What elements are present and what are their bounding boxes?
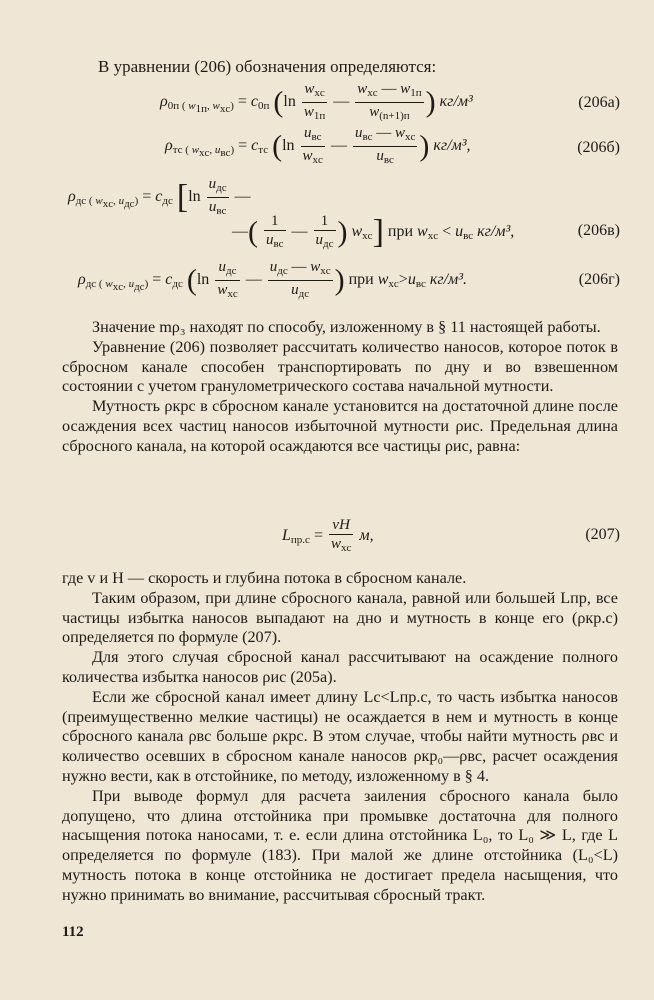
paragraph: Значение mρ₃ находят по способу, изложенному в § 11 настоящей работы.	[92, 318, 601, 336]
equation-206g: $\rho_{дс ( w_{xc}, u_{дс})} = c_{дс}$ (ln $\frac{u_{дс}}{w_{xc}}$ — $\frac{u_{дс} — w_{xc}}{u_{дс}}$ ) при $w_{xc}>u_{вс}$ кг/м³.	[78, 259, 468, 300]
text-block-1	[62, 318, 618, 457]
equation-number-206v: (206в)	[577, 222, 620, 239]
equation-number-206b: (206б)	[577, 139, 620, 156]
page-number: 112	[62, 924, 84, 940]
paragraph: Если же сбросной канал имеет длину Lс<Lпр.с, то часть избытка наносов (преимущественно мелкие частицы) не осаждается в нем и мутность в конце сбросного канала ρвс больше ρкрс. В этом случае, чтобы найти мутность ρвс и количество осевших в сбросном канале наносов ρкр₀—ρвс, расчет осаждения нужно вести, как в отстойнике, по методу, изложенному в § 4.	[62, 687, 618, 785]
paragraph: Таким образом, при длине сбросного канала, равной или большей Lпр, все частицы избытка наносов выпадают на дно и мутность в конце его (ρкр.с) определяется по формуле (207).	[62, 588, 618, 647]
equation-206a: $\rho_{0п ( w_{1п}, w_{xc})} = c_{0п}$ (ln $\frac{w_{xc}}{w_{1п}}$ — $\frac{w_{xc} — w_{1п}}{w_{(n+1)п}}$ ) кг/м³	[160, 81, 473, 122]
text-block-2	[62, 569, 618, 906]
equation-number-206a: (206а)	[578, 94, 620, 111]
equation-207: $L_{пр.с}$ = $\frac{vH}{w_{xc}}$ м,	[282, 517, 374, 554]
paragraph: При выводе формул для расчета заиления сбросного канала было допущено, что длина отстойника при промывке достаточна для полного насыщения потока наносами, т. е. если длина отстойника L₀, то L₀ ≫ L, где L определяется по формуле (183). При малой же длине отстойника (L₀<L) мутность потока в конце отстойника не достигает предела насыщения, что нужно принимать во внимание, рассчитывая сбросный тракт.	[62, 786, 618, 904]
paragraph: Для этого случая сбросной канал рассчитывают на осаждение полного количества избытка наносов ρис (205а).	[62, 648, 618, 686]
equation-206b: $\rho_{тс ( w_{xc}, u_{вс})} = c_{тс}$ (ln $\frac{u_{вс}}{w_{xc}}$ — $\frac{u_{вс} — w_{xc}}{u_{вс}}$ ) кг/м³,	[165, 125, 471, 166]
equation-number-206g: (206г)	[578, 271, 620, 288]
paragraph: Уравнение (206) позволяет рассчитать количество наносов, которое поток в сбросном канале способен транспортировать по дну и во взвешенном состоянии с учетом гранулометрического состава начальной мутности.	[62, 337, 618, 396]
equation-206v-line2: —( $\frac{1}{u_{вс}}$ — $\frac{1}{u_{дс}}$ ) $w_{xc}$] при $w_{xc} < u_{вс}$ кг/м³,	[232, 213, 515, 251]
paragraph: где v и H — скорость и глубина потока в сбросном канале.	[62, 569, 467, 587]
paragraph: Мутность ρкрс в сбросном канале установится на достаточной длине после осаждения всех частиц наносов избыточной мутности ρис. Предельная длина сбросного канала, на которой осаждаются все частицы ρис, равна:	[62, 397, 618, 455]
intro-text: В уравнении (206) обозначения определяются:	[98, 57, 437, 76]
equation-206v-line1: $\rho_{дс ( w_{xc}, u_{дс})} = c_{дс}$ [ln $\frac{u_{дс}}{u_{вс}}$ —	[68, 176, 251, 217]
equation-number-207: (207)	[585, 526, 620, 543]
